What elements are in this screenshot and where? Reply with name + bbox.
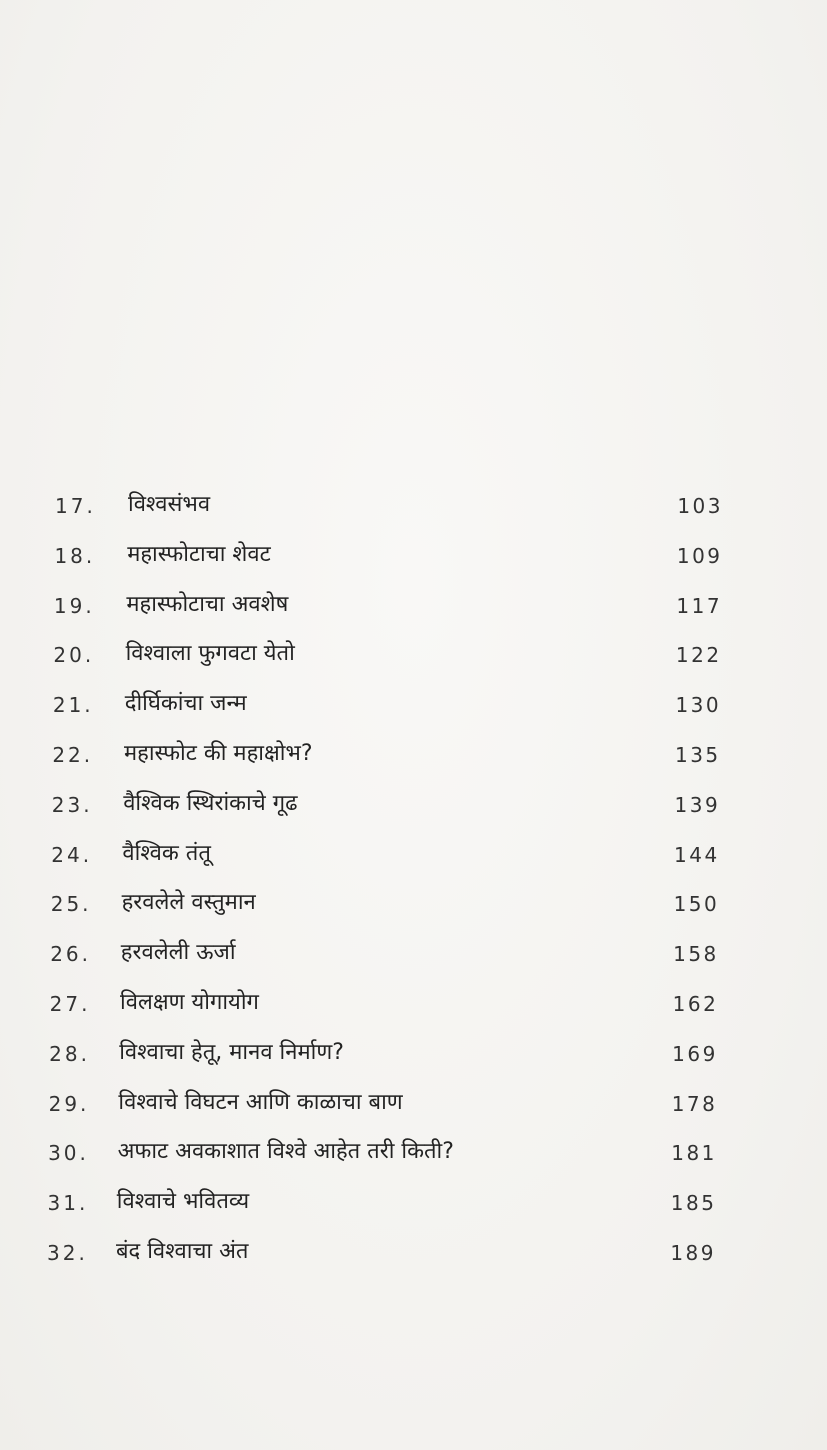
toc-entry-title: महास्फोटाचा अवशेष (126, 591, 289, 617)
toc-entry-number: 30. (48, 1141, 89, 1166)
toc-entry-number: 19. (53, 593, 95, 618)
toc-entry-title: अफाट अवकाशात विश्वे आहेत तरी किती? (117, 1139, 454, 1165)
toc-entry-number: 22. (52, 742, 94, 767)
toc-entry-title: महास्फोट की महाक्षोभ? (124, 740, 313, 766)
toc-entry-page: 139 (674, 792, 721, 817)
table-of-contents (0, 484, 827, 1281)
toc-entry-number: 23. (51, 792, 93, 817)
toc-entry-page: 150 (673, 892, 720, 917)
toc-entry (0, 1032, 827, 1082)
toc-entry (0, 633, 827, 683)
toc-entry (0, 1231, 827, 1281)
toc-entry-number: 24. (51, 842, 93, 867)
toc-entry-title: महास्फोटाचा शेवट (127, 541, 271, 567)
toc-entry-page: 109 (676, 543, 723, 568)
toc-entry (0, 534, 827, 584)
toc-entry (0, 783, 827, 833)
toc-entry-page: 130 (675, 693, 722, 718)
toc-entry (0, 484, 827, 534)
toc-entry-title: विश्वसंभव (128, 492, 211, 517)
toc-entry-page: 189 (670, 1240, 716, 1265)
toc-entry-number: 20. (53, 643, 95, 668)
toc-entry (0, 1082, 827, 1132)
toc-entry-number: 26. (50, 942, 91, 967)
toc-entry-page: 144 (674, 842, 720, 867)
toc-entry-page: 122 (675, 643, 722, 668)
toc-entry (0, 1131, 827, 1181)
toc-entry (0, 932, 827, 982)
toc-entry (0, 733, 827, 783)
toc-entry-number: 28. (49, 1041, 90, 1066)
toc-entry-title: विश्वाचे भवितव्य (116, 1189, 250, 1215)
toc-entry-number: 29. (48, 1091, 90, 1116)
toc-entry-page: 169 (672, 1041, 718, 1066)
toc-entry-title: वैश्विक तंतू (122, 840, 211, 866)
toc-entry-title: विश्वाचा हेतू, मानव निर्माण? (119, 1039, 344, 1065)
toc-entry (0, 1181, 827, 1231)
toc-entry-number: 18. (54, 543, 96, 568)
toc-entry-title: विश्वाला फुगवटा येतो (125, 641, 295, 667)
toc-entry-number: 32. (47, 1240, 88, 1265)
toc-entry-number: 27. (49, 991, 91, 1016)
toc-entry-page: 181 (671, 1141, 717, 1166)
toc-entry-page: 185 (670, 1191, 717, 1216)
toc-entry (0, 584, 827, 634)
toc-entry-number: 17. (55, 494, 96, 518)
toc-entry-number: 31. (47, 1191, 89, 1216)
toc-entry-page: 162 (672, 991, 719, 1016)
toc-entry-title: विलक्षण योगायोग (120, 989, 259, 1015)
toc-entry-page: 117 (676, 593, 723, 618)
toc-entry (0, 833, 827, 883)
toc-entry (0, 683, 827, 733)
toc-entry-number: 25. (50, 892, 92, 917)
toc-entry-page: 158 (673, 942, 719, 967)
toc-entry-page: 103 (677, 494, 723, 518)
toc-entry-title: दीर्घिकांचा जन्म (124, 691, 247, 717)
toc-entry (0, 882, 827, 932)
toc-entry-title: हरवलेली ऊर्जा (120, 940, 236, 966)
toc-entry (0, 982, 827, 1032)
toc-entry-title: विश्वाचे विघटन आणि काळाचा बाण (118, 1089, 403, 1115)
toc-entry-page: 135 (674, 742, 721, 767)
toc-entry-title: हरवलेले वस्तुमान (121, 890, 256, 916)
toc-entry-title: बंद विश्वाचा अंत (116, 1238, 249, 1264)
toc-entry-title: वैश्विक स्थिरांकाचे गूढ (123, 790, 298, 816)
toc-entry-page: 178 (671, 1091, 718, 1116)
toc-entry-number: 21. (52, 693, 94, 718)
